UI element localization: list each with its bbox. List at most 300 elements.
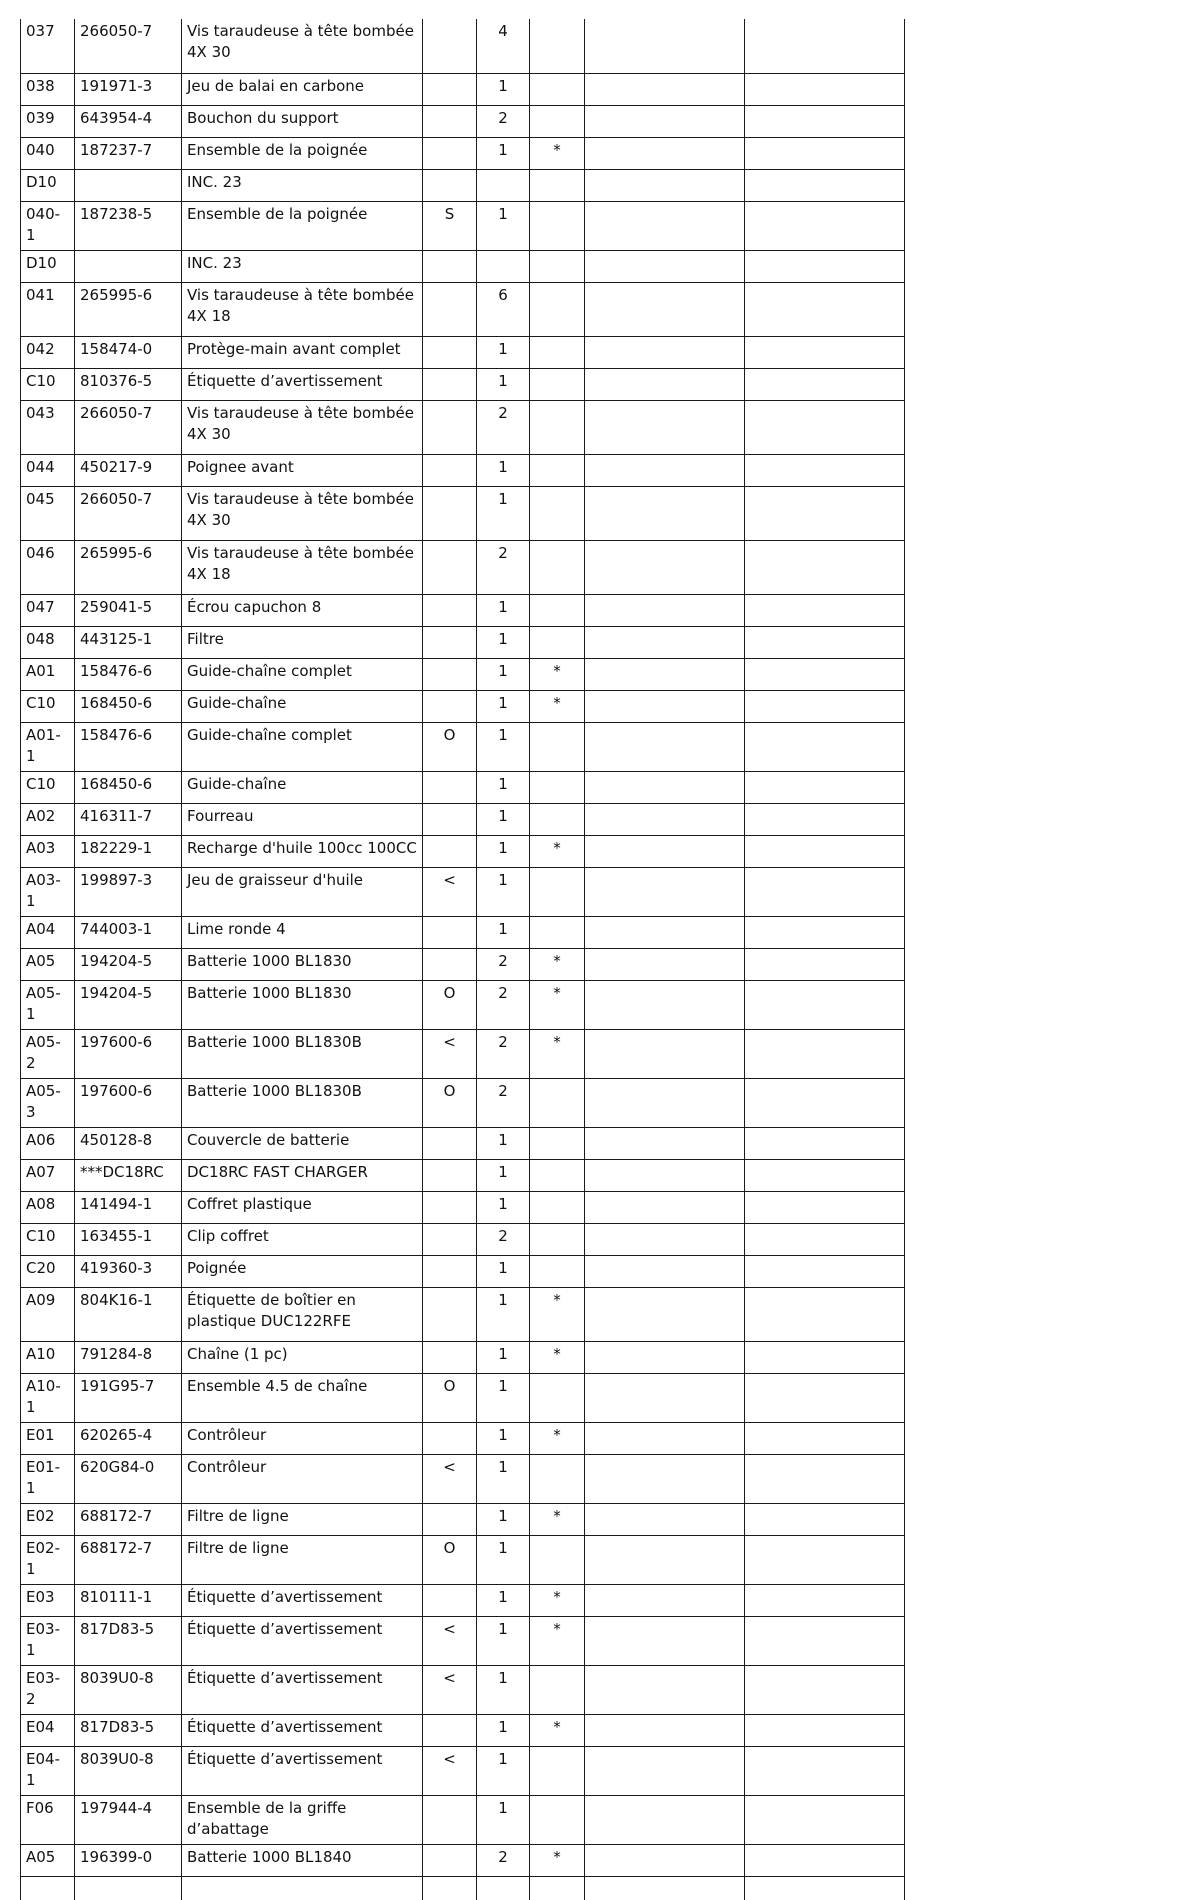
- note-cell: *: [530, 1844, 585, 1876]
- note-cell: [530, 1535, 585, 1584]
- part-number-cell: 194204-5: [75, 948, 182, 980]
- description-cell: Batterie 1000 BL1830: [182, 948, 423, 980]
- table-row: [21, 73, 905, 105]
- item-number-cell: 046: [21, 540, 75, 594]
- quantity-cell: 1: [477, 1795, 530, 1844]
- empty-cell: [745, 1746, 905, 1795]
- quantity-cell: 1: [477, 626, 530, 658]
- empty-cell: [745, 690, 905, 722]
- description-cell: Lime ronde 4: [182, 916, 423, 948]
- empty-cell: [745, 1714, 905, 1746]
- part-number-cell: 163455-1: [75, 1223, 182, 1255]
- item-number-cell: 038: [21, 73, 75, 105]
- note-cell: [530, 282, 585, 336]
- empty-cell: [585, 1876, 745, 1900]
- part-number-cell: 266050-7: [75, 400, 182, 454]
- note-cell: [530, 486, 585, 540]
- note-cell: [530, 803, 585, 835]
- table-row: [21, 803, 905, 835]
- empty-cell: [585, 400, 745, 454]
- table-row: [21, 400, 905, 454]
- part-number-cell: 810111-1: [75, 1584, 182, 1616]
- description-cell: Batterie 1000 BL1840: [182, 1844, 423, 1876]
- empty-cell: [585, 1029, 745, 1078]
- part-number-cell: 158476-6: [75, 722, 182, 771]
- empty-cell: [745, 19, 905, 73]
- description-cell: Vis taraudeuse à tête bombée 4X 18: [182, 282, 423, 336]
- empty-cell: [585, 1422, 745, 1454]
- note-cell: [530, 201, 585, 250]
- note-cell: [530, 400, 585, 454]
- description-cell: Contrôleur: [182, 1454, 423, 1503]
- description-cell: Batterie 1000 BL1830B: [182, 1029, 423, 1078]
- indicator-cell: [423, 368, 477, 400]
- empty-cell: [745, 1584, 905, 1616]
- empty-cell: [585, 73, 745, 105]
- empty-cell: [745, 980, 905, 1029]
- indicator-cell: [423, 1341, 477, 1373]
- table-row: [21, 1223, 905, 1255]
- item-number-cell: 042: [21, 336, 75, 368]
- empty-cell: [745, 1223, 905, 1255]
- part-number-cell: 158476-6: [75, 658, 182, 690]
- quantity-cell: 1: [477, 803, 530, 835]
- empty-cell: [477, 1876, 530, 1900]
- description-cell: Étiquette d’avertissement: [182, 1616, 423, 1665]
- table-row: [21, 1795, 905, 1844]
- quantity-cell: 1: [477, 658, 530, 690]
- empty-cell: [745, 1255, 905, 1287]
- quantity-cell: 1: [477, 1746, 530, 1795]
- description-cell: Étiquette d’avertissement: [182, 1584, 423, 1616]
- description-cell: Protège-main avant complet: [182, 336, 423, 368]
- item-number-cell: E01: [21, 1422, 75, 1454]
- note-cell: *: [530, 137, 585, 169]
- empty-cell: [745, 1078, 905, 1127]
- note-cell: [530, 540, 585, 594]
- empty-cell: [585, 1078, 745, 1127]
- indicator-cell: S: [423, 201, 477, 250]
- item-number-cell: 048: [21, 626, 75, 658]
- part-number-cell: 141494-1: [75, 1191, 182, 1223]
- item-number-cell: A01: [21, 658, 75, 690]
- empty-cell: [585, 1795, 745, 1844]
- table-row: [21, 1844, 905, 1876]
- table-row: [21, 454, 905, 486]
- empty-cell: [585, 1665, 745, 1714]
- part-number-cell: 168450-6: [75, 771, 182, 803]
- part-number-cell: 197944-4: [75, 1795, 182, 1844]
- item-number-cell: A05-3: [21, 1078, 75, 1127]
- empty-cell: [745, 1159, 905, 1191]
- part-number-cell: 265995-6: [75, 540, 182, 594]
- empty-cell: [585, 1714, 745, 1746]
- item-number-cell: 044: [21, 454, 75, 486]
- note-cell: [530, 250, 585, 282]
- quantity-cell: 1: [477, 1503, 530, 1535]
- part-number-cell: 804K16-1: [75, 1287, 182, 1341]
- part-number-cell: 688172-7: [75, 1535, 182, 1584]
- description-cell: Vis taraudeuse à tête bombée 4X 30: [182, 19, 423, 73]
- table-row: [21, 1287, 905, 1341]
- part-number-cell: 620265-4: [75, 1422, 182, 1454]
- description-cell: Fourreau: [182, 803, 423, 835]
- quantity-cell: 1: [477, 1341, 530, 1373]
- item-number-cell: A10: [21, 1341, 75, 1373]
- quantity-cell: 2: [477, 948, 530, 980]
- note-cell: [530, 1746, 585, 1795]
- quantity-cell: 1: [477, 1373, 530, 1422]
- item-number-cell: 047: [21, 594, 75, 626]
- item-number-cell: 040-1: [21, 201, 75, 250]
- quantity-cell: 1: [477, 1454, 530, 1503]
- description-cell: Ensemble de la poignée: [182, 137, 423, 169]
- empty-cell: [745, 1287, 905, 1341]
- indicator-cell: [423, 486, 477, 540]
- part-number-cell: 416311-7: [75, 803, 182, 835]
- indicator-cell: [423, 658, 477, 690]
- item-number-cell: A05-1: [21, 980, 75, 1029]
- empty-cell: [585, 1616, 745, 1665]
- quantity-cell: 1: [477, 454, 530, 486]
- table-row: [21, 1714, 905, 1746]
- item-number-cell: A04: [21, 916, 75, 948]
- quantity-cell: 2: [477, 1223, 530, 1255]
- quantity-cell: 1: [477, 1127, 530, 1159]
- table-row: [21, 486, 905, 540]
- indicator-cell: [423, 1422, 477, 1454]
- description-cell: Ensemble 4.5 de chaîne: [182, 1373, 423, 1422]
- item-number-cell: E03-2: [21, 1665, 75, 1714]
- indicator-cell: [423, 1584, 477, 1616]
- empty-cell: [745, 771, 905, 803]
- empty-cell: [585, 105, 745, 137]
- description-cell: Recharge d'huile 100cc 100CC: [182, 835, 423, 867]
- empty-cell: [585, 594, 745, 626]
- table-row: [21, 867, 905, 916]
- table-row: [21, 1454, 905, 1503]
- description-cell: Ensemble de la griffe d’abattage: [182, 1795, 423, 1844]
- indicator-cell: [423, 1795, 477, 1844]
- part-number-cell: ***DC18RC: [75, 1159, 182, 1191]
- note-cell: [530, 1191, 585, 1223]
- empty-cell: [745, 722, 905, 771]
- note-cell: [530, 1078, 585, 1127]
- note-cell: [530, 1795, 585, 1844]
- item-number-cell: 045: [21, 486, 75, 540]
- note-cell: *: [530, 1029, 585, 1078]
- table-row: [21, 1535, 905, 1584]
- table-row: [21, 282, 905, 336]
- empty-cell: [745, 1341, 905, 1373]
- description-cell: Filtre: [182, 626, 423, 658]
- table-row: [21, 835, 905, 867]
- empty-cell: [585, 486, 745, 540]
- description-cell: Guide-chaîne complet: [182, 722, 423, 771]
- empty-cell: [75, 1876, 182, 1900]
- table-row: [21, 771, 905, 803]
- table-row: [21, 1078, 905, 1127]
- part-number-cell: 196399-0: [75, 1844, 182, 1876]
- note-cell: [530, 169, 585, 201]
- part-number-cell: 419360-3: [75, 1255, 182, 1287]
- note-cell: *: [530, 1287, 585, 1341]
- empty-cell: [745, 368, 905, 400]
- note-cell: *: [530, 658, 585, 690]
- empty-cell: [745, 835, 905, 867]
- description-cell: Guide-chaîne: [182, 771, 423, 803]
- item-number-cell: C10: [21, 690, 75, 722]
- note-cell: [530, 454, 585, 486]
- empty-cell: [585, 201, 745, 250]
- note-cell: [530, 722, 585, 771]
- description-cell: Contrôleur: [182, 1422, 423, 1454]
- empty-cell: [585, 722, 745, 771]
- empty-cell: [745, 1373, 905, 1422]
- empty-cell: [745, 1422, 905, 1454]
- item-number-cell: A03: [21, 835, 75, 867]
- empty-cell: [585, 980, 745, 1029]
- item-number-cell: D10: [21, 169, 75, 201]
- empty-cell: [745, 336, 905, 368]
- part-number-cell: 620G84-0: [75, 1454, 182, 1503]
- part-number-cell: 791284-8: [75, 1341, 182, 1373]
- quantity-cell: 1: [477, 1584, 530, 1616]
- part-number-cell: 817D83-5: [75, 1616, 182, 1665]
- table-row: [21, 690, 905, 722]
- description-cell: Filtre de ligne: [182, 1503, 423, 1535]
- quantity-cell: 1: [477, 1714, 530, 1746]
- description-cell: Guide-chaîne complet: [182, 658, 423, 690]
- parts-table: [20, 19, 905, 1900]
- empty-cell: [745, 1454, 905, 1503]
- empty-cell: [423, 1876, 477, 1900]
- part-number-cell: [75, 250, 182, 282]
- empty-cell: [585, 916, 745, 948]
- indicator-cell: [423, 1844, 477, 1876]
- part-number-cell: 265995-6: [75, 282, 182, 336]
- description-cell: Écrou capuchon 8: [182, 594, 423, 626]
- indicator-cell: [423, 336, 477, 368]
- note-cell: [530, 867, 585, 916]
- empty-cell: [530, 1876, 585, 1900]
- table-row: [21, 1584, 905, 1616]
- empty-cell: [745, 105, 905, 137]
- table-row: [21, 594, 905, 626]
- table-row: [21, 916, 905, 948]
- description-cell: Guide-chaîne: [182, 690, 423, 722]
- note-cell: [530, 1454, 585, 1503]
- item-number-cell: 037: [21, 19, 75, 73]
- empty-cell: [585, 1373, 745, 1422]
- item-number-cell: A05: [21, 948, 75, 980]
- quantity-cell: 1: [477, 594, 530, 626]
- indicator-cell: [423, 690, 477, 722]
- empty-cell: [21, 1876, 75, 1900]
- description-cell: Poignée: [182, 1255, 423, 1287]
- note-cell: *: [530, 980, 585, 1029]
- description-cell: Étiquette de boîtier en plastique DUC122RFE: [182, 1287, 423, 1341]
- table-row: [21, 169, 905, 201]
- empty-cell: [745, 73, 905, 105]
- empty-cell: [585, 454, 745, 486]
- note-cell: *: [530, 1616, 585, 1665]
- item-number-cell: F06: [21, 1795, 75, 1844]
- empty-cell: [745, 169, 905, 201]
- note-cell: *: [530, 1341, 585, 1373]
- item-number-cell: C10: [21, 771, 75, 803]
- indicator-cell: [423, 948, 477, 980]
- item-number-cell: A02: [21, 803, 75, 835]
- note-cell: [530, 105, 585, 137]
- note-cell: [530, 336, 585, 368]
- description-cell: Filtre de ligne: [182, 1535, 423, 1584]
- quantity-cell: 1: [477, 1287, 530, 1341]
- empty-cell: [585, 1454, 745, 1503]
- note-cell: *: [530, 1584, 585, 1616]
- empty-cell: [182, 1876, 423, 1900]
- empty-table-row: [21, 1876, 905, 1900]
- indicator-cell: <: [423, 1454, 477, 1503]
- part-number-cell: 187238-5: [75, 201, 182, 250]
- item-number-cell: C10: [21, 1223, 75, 1255]
- table-row: [21, 722, 905, 771]
- empty-cell: [745, 486, 905, 540]
- description-cell: Clip coffret: [182, 1223, 423, 1255]
- item-number-cell: C10: [21, 368, 75, 400]
- table-row: [21, 250, 905, 282]
- empty-cell: [585, 948, 745, 980]
- indicator-cell: [423, 169, 477, 201]
- part-number-cell: 450217-9: [75, 454, 182, 486]
- empty-cell: [585, 19, 745, 73]
- item-number-cell: A03-1: [21, 867, 75, 916]
- note-cell: [530, 1127, 585, 1159]
- description-cell: Batterie 1000 BL1830B: [182, 1078, 423, 1127]
- quantity-cell: 2: [477, 105, 530, 137]
- indicator-cell: <: [423, 867, 477, 916]
- empty-cell: [585, 282, 745, 336]
- indicator-cell: <: [423, 1665, 477, 1714]
- description-cell: Étiquette d’avertissement: [182, 1714, 423, 1746]
- quantity-cell: 1: [477, 137, 530, 169]
- item-number-cell: D10: [21, 250, 75, 282]
- quantity-cell: 1: [477, 1665, 530, 1714]
- item-number-cell: E03: [21, 1584, 75, 1616]
- empty-cell: [745, 201, 905, 250]
- description-cell: Coffret plastique: [182, 1191, 423, 1223]
- empty-cell: [745, 803, 905, 835]
- empty-cell: [585, 250, 745, 282]
- empty-cell: [745, 282, 905, 336]
- table-row: [21, 1255, 905, 1287]
- indicator-cell: O: [423, 1535, 477, 1584]
- quantity-cell: 1: [477, 201, 530, 250]
- description-cell: Étiquette d’avertissement: [182, 368, 423, 400]
- empty-cell: [585, 1746, 745, 1795]
- item-number-cell: E03-1: [21, 1616, 75, 1665]
- quantity-cell: 1: [477, 1255, 530, 1287]
- note-cell: *: [530, 690, 585, 722]
- table-row: [21, 201, 905, 250]
- quantity-cell: 2: [477, 540, 530, 594]
- empty-cell: [585, 540, 745, 594]
- indicator-cell: [423, 771, 477, 803]
- quantity-cell: 2: [477, 1029, 530, 1078]
- table-row: [21, 540, 905, 594]
- quantity-cell: 1: [477, 916, 530, 948]
- description-cell: Ensemble de la poignée: [182, 201, 423, 250]
- part-number-cell: 259041-5: [75, 594, 182, 626]
- empty-cell: [585, 1191, 745, 1223]
- item-number-cell: A09: [21, 1287, 75, 1341]
- table-row: [21, 1503, 905, 1535]
- indicator-cell: [423, 137, 477, 169]
- table-row: [21, 626, 905, 658]
- empty-cell: [745, 916, 905, 948]
- indicator-cell: [423, 803, 477, 835]
- note-cell: *: [530, 1422, 585, 1454]
- item-number-cell: A05: [21, 1844, 75, 1876]
- table-row: [21, 105, 905, 137]
- part-number-cell: 8039U0-8: [75, 1665, 182, 1714]
- empty-cell: [585, 626, 745, 658]
- quantity-cell: 1: [477, 486, 530, 540]
- quantity-cell: 1: [477, 1535, 530, 1584]
- part-number-cell: 443125-1: [75, 626, 182, 658]
- empty-cell: [585, 169, 745, 201]
- part-number-cell: 187237-7: [75, 137, 182, 169]
- note-cell: [530, 771, 585, 803]
- empty-cell: [745, 1876, 905, 1900]
- empty-cell: [585, 867, 745, 916]
- item-number-cell: A01-1: [21, 722, 75, 771]
- description-cell: INC. 23: [182, 250, 423, 282]
- note-cell: *: [530, 1503, 585, 1535]
- quantity-cell: 2: [477, 980, 530, 1029]
- indicator-cell: [423, 1255, 477, 1287]
- empty-cell: [745, 1127, 905, 1159]
- indicator-cell: [423, 1287, 477, 1341]
- empty-cell: [745, 1503, 905, 1535]
- quantity-cell: 2: [477, 1844, 530, 1876]
- item-number-cell: 041: [21, 282, 75, 336]
- note-cell: [530, 594, 585, 626]
- item-number-cell: 040: [21, 137, 75, 169]
- quantity-cell: 1: [477, 73, 530, 105]
- part-number-cell: 191971-3: [75, 73, 182, 105]
- quantity-cell: [477, 250, 530, 282]
- part-number-cell: 266050-7: [75, 486, 182, 540]
- indicator-cell: [423, 594, 477, 626]
- quantity-cell: 1: [477, 835, 530, 867]
- table-row: [21, 658, 905, 690]
- note-cell: [530, 368, 585, 400]
- indicator-cell: [423, 1191, 477, 1223]
- part-number-cell: 199897-3: [75, 867, 182, 916]
- indicator-cell: [423, 250, 477, 282]
- part-number-cell: 197600-6: [75, 1029, 182, 1078]
- indicator-cell: [423, 19, 477, 73]
- quantity-cell: 6: [477, 282, 530, 336]
- part-number-cell: 168450-6: [75, 690, 182, 722]
- quantity-cell: 1: [477, 1191, 530, 1223]
- empty-cell: [745, 400, 905, 454]
- note-cell: [530, 1665, 585, 1714]
- part-number-cell: 643954-4: [75, 105, 182, 137]
- part-number-cell: [75, 169, 182, 201]
- indicator-cell: O: [423, 980, 477, 1029]
